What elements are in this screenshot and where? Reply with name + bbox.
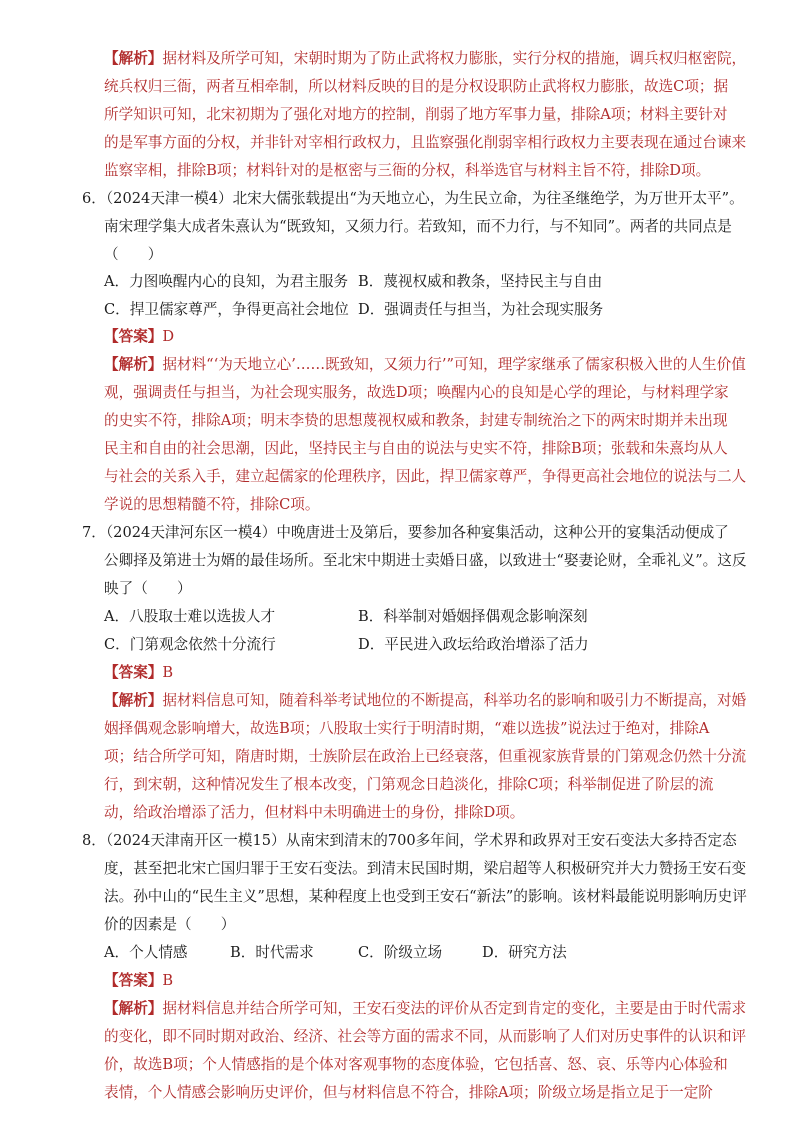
analysis-tag: 【解析】 [104,356,163,373]
q8-analysis-line-2: 的变化，即不同时期对政治、经济、社会等方面的需求不同，从而影响了人们对历史事件的认识和评 [104,1028,747,1045]
q7-option-a: A．八股取士难以选拔人才 [104,608,276,625]
prev-analysis-line-5: 监察宰相，排除B项；材料针对的是枢密与三衙的分权，科举选官与材料主旨不符，排除D项。 [104,162,711,179]
answer-tag: 【答案】 [104,328,163,345]
prev-analysis-line-3: 所学知识可知，北宋初期为了强化对地方的控制，削弱了地方军事力量，排除A项；材料主要针对 [104,106,728,123]
q6-analysis-line-5: 与社会的关系入手，建立起儒家的伦理秩序，因此，捍卫儒家尊严，争得更高社会地位的说法与二人 [104,468,747,485]
q8-stem-line-2: 度，甚至把北宋亡国归罪于王安石变法。到清末民国时期，梁启超等人积极研究并大力赞扬王安石变 [104,860,747,877]
q7-analysis-line-4: 行，到宋朝，这种情况发生了根本改变，门第观念日趋淡化，排除C项；科举制促进了阶层的流 [104,776,714,793]
q7-analysis-line-1: 【解析】据材料信息可知，随着科举考试地位的不断提高，科举功名的影响和吸引力不断提高，对婚 [104,692,747,709]
q7-answer: 【答案】B [104,664,174,681]
q6-option-b: B．蔑视权威和教条，坚持民主与自由 [358,273,603,290]
analysis-tag: 【解析】 [104,50,163,67]
prev-analysis-line-1: 【解析】据材料及所学可知，宋朝时期为了防止武将权力膨胀，实行分权的措施，调兵权归枢密院， [104,50,747,67]
q8-option-c: C．阶级立场 [358,944,443,961]
q8-option-d: D．研究方法 [482,944,567,961]
answer-tag: 【答案】 [104,972,163,989]
q8-answer: 【答案】B [104,972,174,989]
q8-stem-line-1: 8．（2024天津南开区一模15）从南宋到清末的700多年间，学术界和政界对王安石变法大多持否定态 [82,832,737,849]
q6-answer: 【答案】D [104,328,175,345]
q6-analysis-line-1: 【解析】据材料“‘为天地立心’……既致知，又须力行’”可知，理学家继承了儒家积极入世的人生价值 [104,356,746,373]
q8-option-a: A．个人情感 [104,944,188,961]
q8-stem-line-3: 法。孙中山的“民生主义”思想，某种程度上也受到王安石“新法”的影响。该材料最能说明影响历史评 [104,888,747,905]
q7-analysis-line-3: 项；结合所学可知，隋唐时期，士族阶层在政治上已经衰落，但重视家族背景的门第观念仍然十分流 [104,748,747,765]
analysis-tag: 【解析】 [104,692,163,709]
q6-option-c: C．捍卫儒家尊严，争得更高社会地位 [104,301,349,318]
q8-analysis-line-1: 【解析】据材料信息并结合所学可知，王安石变法的评价从否定到肯定的变化，主要是由于时代需求 [104,1000,747,1017]
q6-stem-line-3: （ ） [104,246,163,263]
q8-option-b: B．时代需求 [230,944,314,961]
q6-analysis-line-4: 民主和自由的社会思潮，因此，坚持民主与自由的说法与史实不符，排除B项；张载和朱熹均从人 [104,440,728,457]
q7-analysis-line-2: 姻择偶观念影响增大，故选B项；八股取士实行于明清时期，“难以选拔”说法过于绝对，排除A [104,720,710,737]
q6-analysis-line-2: 观，强调责任与担当，为社会现实服务，故选D项；唤醒内心的良知是心学的理论，与材料理学家 [104,384,729,401]
q7-stem-line-1: 7．（2024天津河东区一模4）中晚唐进士及第后，要参加各种宴集活动，这种公开的宴集活动便成了 [82,524,729,541]
q7-option-c: C．门第观念依然十分流行 [104,636,276,653]
q7-stem-line-3: 映了（ ） [104,580,192,597]
q7-stem-line-2: 公卿择及第进士为婿的最佳场所。至北宋中期进士卖婚日盛，以致进士“娶妻论财，全乖礼义”。这反 [104,552,747,569]
q7-option-d: D．平民进入政坛给政治增添了活力 [358,636,589,653]
q6-stem-line-1: 6．（2024天津一模4）北宋大儒张载提出“为天地立心，为生民立命，为往圣继绝学，为万世开太平”。 [82,190,744,207]
q6-analysis-line-3: 的史实不符，排除A项；明末李贽的思想蔑视权威和教条，封建专制统治之下的两宋时期并未出现 [104,412,728,429]
q7-analysis-line-5: 动，给政治增添了活力，但材料中未明确进士的身份，排除D项。 [104,804,525,821]
prev-analysis-line-4: 的是军事方面的分权，并非针对宰相行政权力，且监察强化削弱宰相行政权力主要表现在通过台谏来 [104,134,747,151]
analysis-tag: 【解析】 [104,1000,163,1017]
prev-analysis-line-2: 统兵权归三衙，两者互相牵制，所以材料反映的目的是分权设职防止武将权力膨胀，故选C项；据 [104,78,729,95]
q8-stem-line-4: 价的因素是（ ） [104,916,236,933]
q8-analysis-line-3: 价，故选B项；个人情感指的是个体对客观事物的态度体验，它包括喜、怒、哀、乐等内心体验和 [104,1056,728,1073]
q6-analysis-line-6: 学说的思想精髓不符，排除C项。 [104,496,320,513]
q6-stem-line-2: 南宋理学集大成者朱熹认为“既致知，又须力行。若致知，而不力行，与不知同”。两者的共同点是 [104,218,732,235]
q8-analysis-line-4: 表情，个人情感会影响历史评价，但与材料信息不符合，排除A项；阶级立场是指立足于一定阶 [104,1084,713,1101]
q7-option-b: B．科举制对婚姻择偶观念影响深刻 [358,608,588,625]
q6-option-d: D．强调责任与担当，为社会现实服务 [358,301,604,318]
answer-tag: 【答案】 [104,664,163,681]
q6-option-a: A．力图唤醒内心的良知，为君主服务 [104,273,349,290]
